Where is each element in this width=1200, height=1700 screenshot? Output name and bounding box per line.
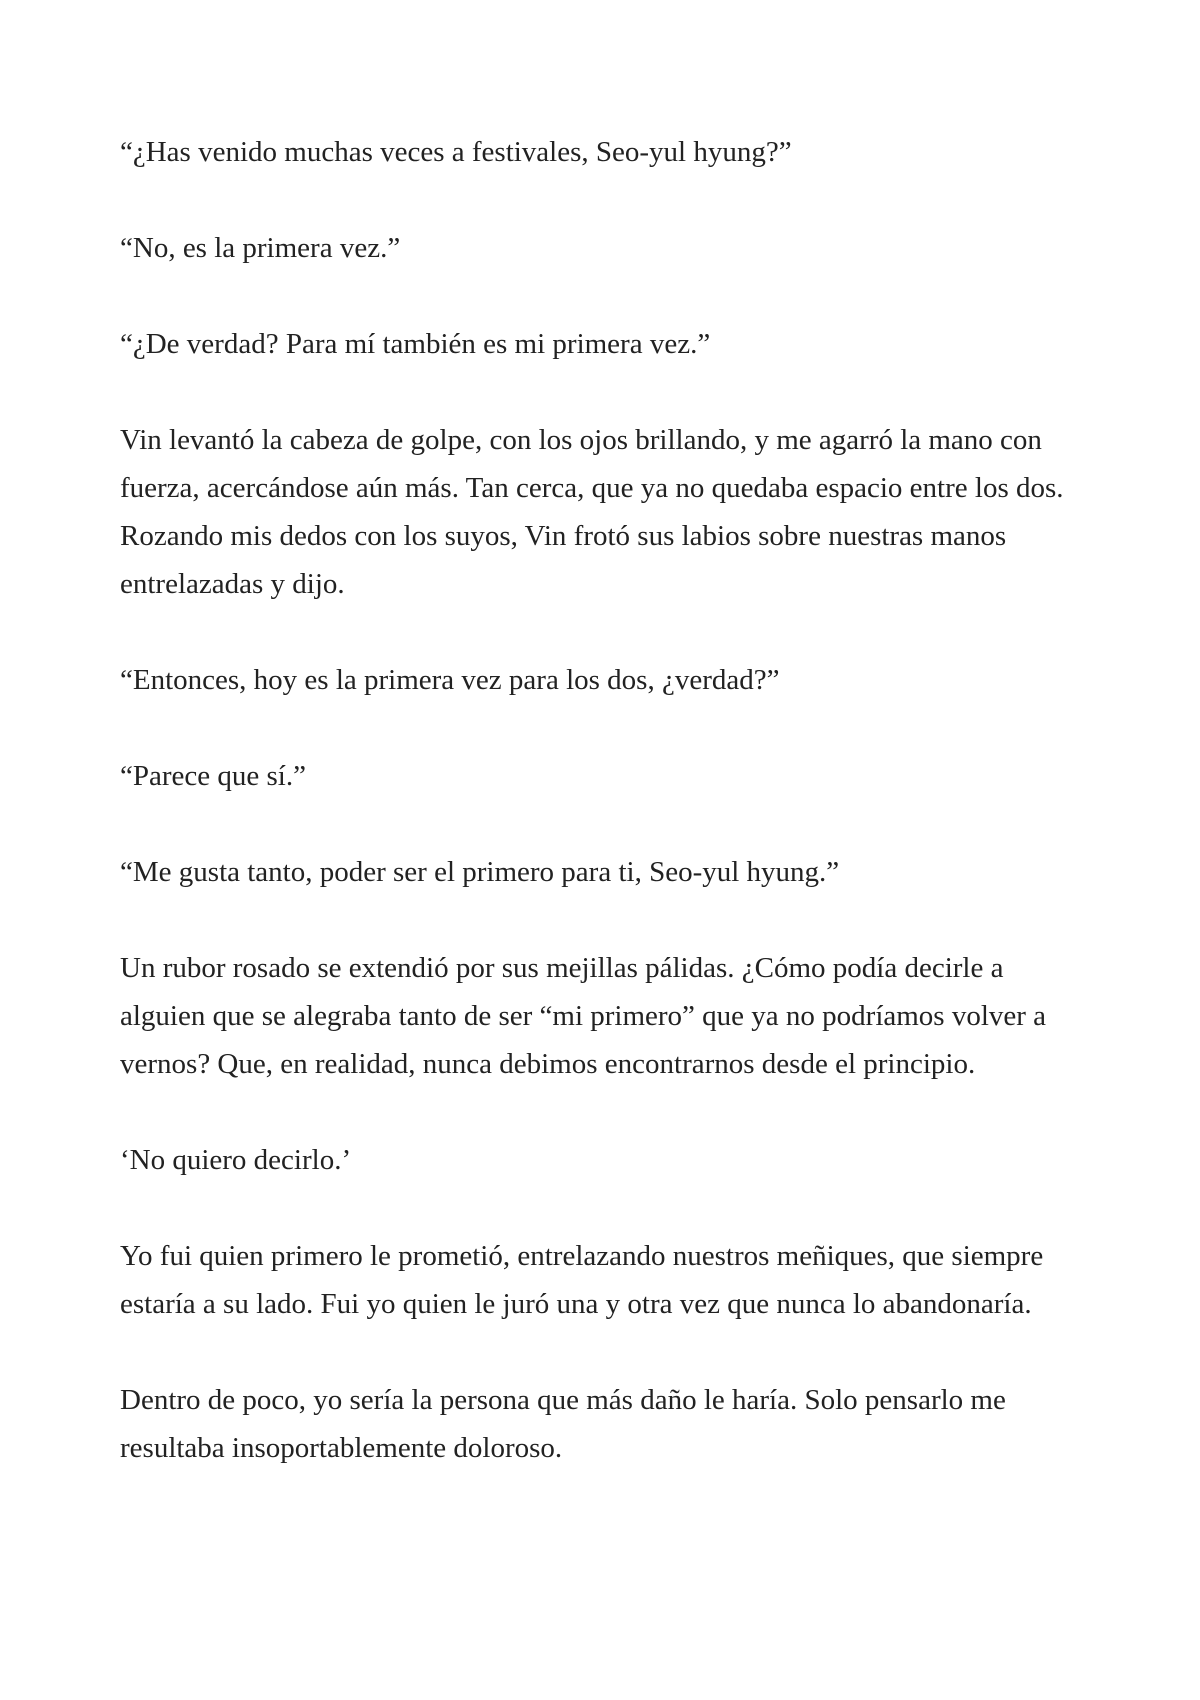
narrative-paragraph: Vin levantó la cabeza de golpe, con los ojos brillando, y me agarró la mano con fuerza, acercándose aún más. Tan cerca, que ya no quedaba espacio entre los dos. Rozando mis dedos con los suyos, Vin frotó sus labios sobre nuestras manos entrelazadas y dijo. (120, 424, 1064, 600)
narrative-paragraph: Un rubor rosado se extendió por sus mejillas pálidas. ¿Cómo podía decirle a alguien que se alegraba tanto de ser “mi primero” que ya no podríamos volver a vernos? Que, en realidad, nunca debimos encontrarnos desde el principio. (120, 952, 1047, 1080)
dialogue-paragraph: “No, es la primera vez.” (120, 232, 401, 264)
thought-paragraph: ‘No quiero decirlo.’ (120, 1144, 352, 1176)
dialogue-paragraph: “Me gusta tanto, poder ser el primero para ti, Seo-yul hyung.” (120, 856, 840, 888)
narrative-paragraph: Dentro de poco, yo sería la persona que más daño le haría. Solo pensarlo me resultaba insoportablemente doloroso. (120, 1384, 1006, 1464)
document-page (120, 128, 1080, 1472)
dialogue-paragraph: “Entonces, hoy es la primera vez para los dos, ¿verdad?” (120, 664, 780, 696)
dialogue-paragraph: “¿Has venido muchas veces a festivales, Seo-yul hyung?” (120, 136, 792, 168)
dialogue-paragraph: “¿De verdad? Para mí también es mi primera vez.” (120, 328, 711, 360)
narrative-paragraph: Yo fui quien primero le prometió, entrelazando nuestros meñiques, que siempre estaría a su lado. Fui yo quien le juró una y otra vez que nunca lo abandonaría. (120, 1240, 1044, 1320)
dialogue-paragraph: “Parece que sí.” (120, 760, 306, 792)
